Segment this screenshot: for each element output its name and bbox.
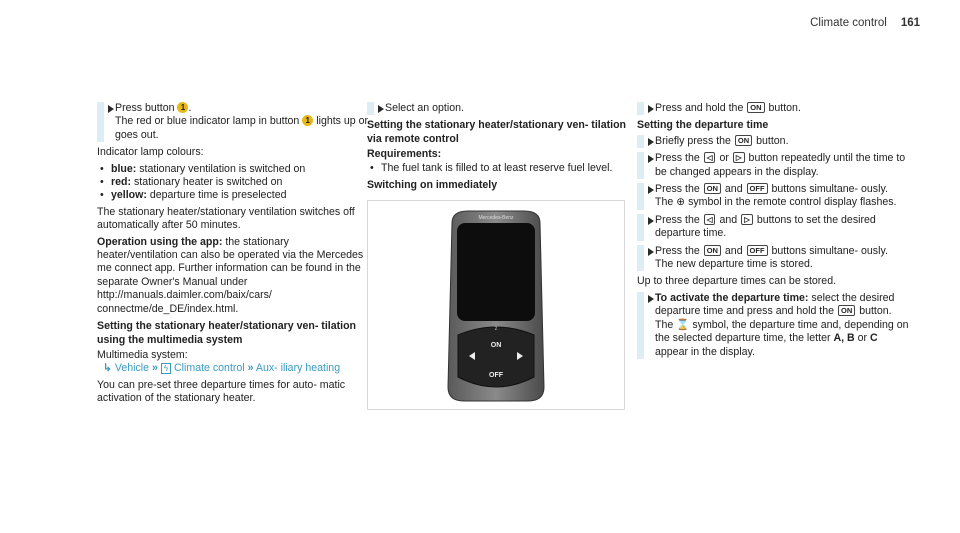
step-arrow-icon	[648, 155, 654, 163]
column-3	[637, 102, 913, 363]
step-arrow-icon	[648, 138, 654, 146]
step-arrow-icon	[648, 217, 654, 225]
requirements-list	[367, 162, 629, 175]
nav-chevron-icon: »	[151, 362, 158, 375]
nav-return-icon: ↳	[103, 362, 112, 375]
list-item: • blue: stationary ventilation is switched on	[111, 163, 369, 176]
climate-icon: ϟ	[161, 363, 171, 374]
callout-1: 1	[177, 102, 188, 113]
step-1: Briefly press the ON button.	[637, 135, 913, 148]
remote-brand: Mercedes-Benz	[478, 215, 514, 222]
step-arrow-icon	[648, 248, 654, 256]
list-item: • red: stationary heater is switched on	[111, 176, 369, 189]
page-number: 161	[900, 17, 920, 29]
departure-heading: Setting the departure time	[637, 119, 769, 132]
step-4: Press the ◁ and ▷ buttons to set the desired departure time.	[637, 214, 913, 241]
nav-vehicle-link[interactable]: Vehicle	[114, 362, 150, 375]
switch-heading: Switching on immediately	[367, 179, 498, 192]
list-item: • The fuel tank is filled to at least reserve fuel level.	[381, 162, 629, 175]
step-arrow-icon	[378, 105, 384, 113]
multimedia-system-label: Multimedia system:	[97, 348, 188, 361]
column-1	[97, 102, 369, 409]
step-press-hold: Press and hold the ON button.	[637, 102, 913, 115]
step-press-button: Press button 1 . The red or blue indicator lamp in button 1 lights up or goes out.	[97, 102, 369, 142]
remote-indicator: 2	[494, 326, 498, 333]
on-key-icon: ON	[735, 135, 752, 146]
nav-climate-link[interactable]: Climate control	[174, 362, 245, 375]
list-item: • yellow: departure time is preselected	[111, 189, 369, 202]
timer-icon: ⌛	[676, 318, 690, 331]
nav-chevron-icon: »	[247, 362, 254, 375]
remote-heading: Setting the stationary heater/stationary ven- tilation via remote control	[367, 119, 627, 145]
right-key-icon: ▷	[733, 152, 745, 163]
step-arrow-icon	[648, 295, 654, 303]
preset-text: You can pre-set three departure times for auto- matic activation of the stationary heater.	[97, 378, 346, 405]
left-key-icon: ◁	[704, 214, 716, 225]
on-key-icon: ON	[704, 183, 721, 194]
remote-on-label: ON	[490, 342, 502, 350]
step-arrow-icon	[648, 186, 654, 194]
off-key-icon: OFF	[747, 245, 768, 256]
up-to-text: Up to three departure times can be stored.	[637, 275, 837, 288]
section-title: Climate control	[810, 17, 887, 29]
lamp-colours-list	[97, 163, 369, 203]
step-2: Press the ◁ or ▷ button repeatedly until the time to be changed appears in the display.	[637, 152, 913, 179]
nav-aux-link[interactable]: Aux- iliary heating	[255, 362, 341, 375]
remote-control-image	[367, 200, 625, 410]
remote-display	[457, 223, 535, 321]
step-select-option: Select an option.	[367, 102, 629, 115]
requirements-heading: Requirements:	[367, 148, 442, 161]
auto-off-text: The stationary heater/stationary ventilation switches off automatically after 50 minutes.	[97, 205, 355, 232]
step-3: Press the ON and OFF buttons simultane- ously. The ⊕ symbol in the remote control display flashes.	[637, 183, 913, 210]
step-arrow-icon	[108, 105, 114, 113]
step-activate: To activate the departure time: select the desired departure time and press and hold the ON button. The ⌛ symbol, the departure time and, depending on the selected departure time, the letter A, B or C appear in the display.	[637, 292, 913, 359]
on-key-icon: ON	[747, 102, 764, 113]
nav-path	[97, 362, 369, 375]
multimedia-heading: Setting the stationary heater/stationary ven- tilation using the multimedia system	[97, 320, 357, 346]
column-2	[367, 102, 629, 410]
callout-1: 1	[302, 115, 313, 126]
remote-control-illustration	[368, 201, 624, 409]
step-arrow-icon	[648, 105, 654, 113]
clock-icon: ⊕	[676, 196, 686, 209]
right-key-icon: ▷	[741, 214, 753, 225]
off-key-icon: OFF	[747, 183, 768, 194]
step-5: Press the ON and OFF buttons simultane- ously. The new departure time is stored.	[637, 245, 913, 272]
on-key-icon: ON	[838, 305, 855, 316]
app-paragraph: Operation using the app: the stationary heater/ventilation can also be operated via the Mercedes me connect app. Further information can be found in the separate Owner's Manual under http://manuals.daimler.com/baix/cars/ connectme/de_DE/index.html.	[97, 235, 364, 315]
page-header	[810, 17, 920, 30]
lamp-colours-title: Indicator lamp colours:	[97, 146, 204, 159]
on-key-icon: ON	[704, 245, 721, 256]
left-key-icon: ◁	[704, 152, 716, 163]
remote-off-label: OFF	[489, 372, 503, 380]
